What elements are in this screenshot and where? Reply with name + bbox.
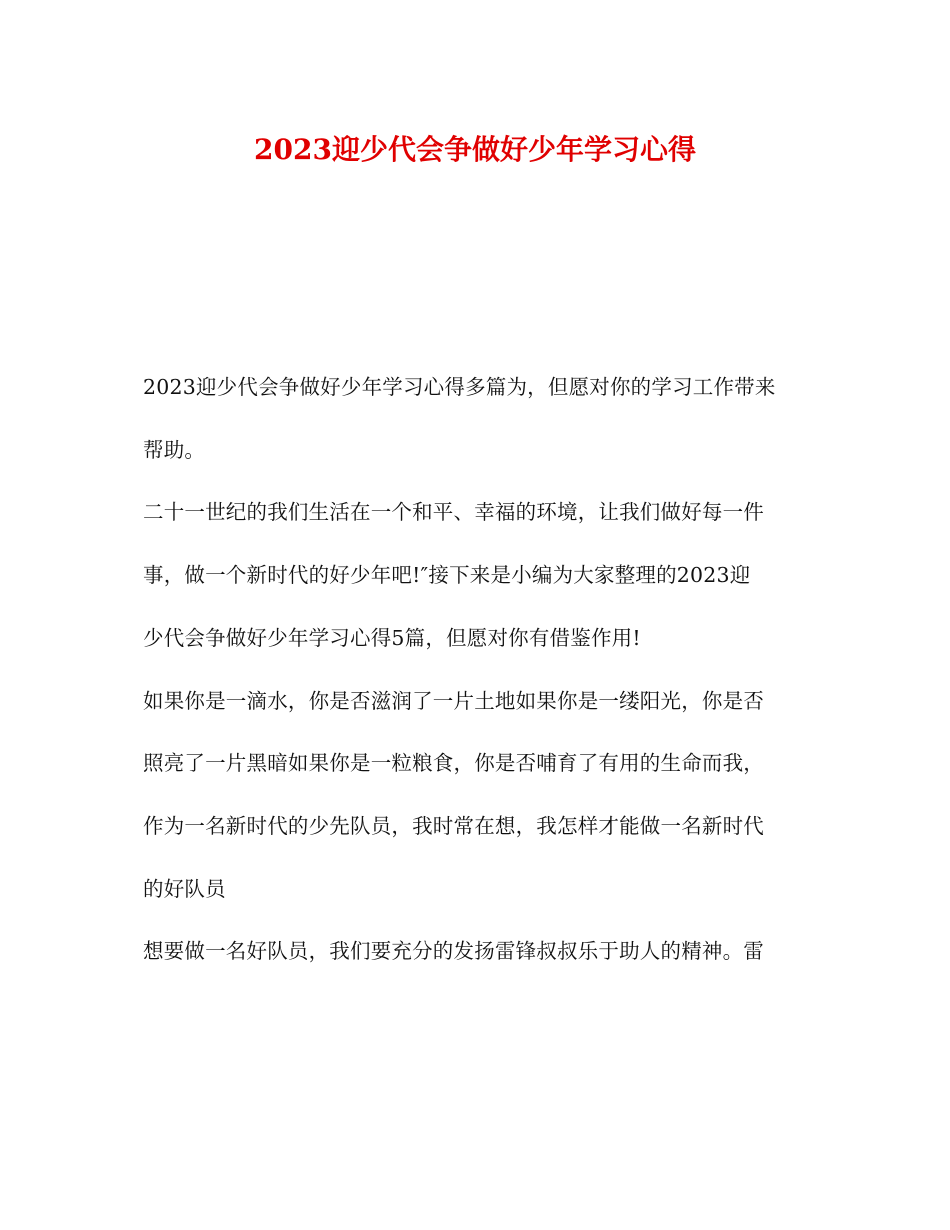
body-line: 如果你是一滴水，你是否滋润了一片土地如果你是一缕阳光，你是否 [143,688,764,713]
body-line: 2023迎少代会争做好少年学习心得多篇为，但愿对你的学习工作带来 [143,375,776,399]
body-line: 作为一名新时代的少先队员，我时常在想，我怎样才能做一名新时代 [143,813,764,838]
document-title: 2023迎少代会争做好少年学习心得 [254,133,696,166]
body-line: 帮助。 [143,437,206,462]
body-line: 少代会争做好少年学习心得5篇，但愿对你有借鉴作用! [143,625,641,650]
document-body [143,356,807,983]
body-line: 事，做一个新时代的好少年吧!″接下来是小编为大家整理的2023迎 [143,563,751,588]
body-line: 二十一世纪的我们生活在一个和平、幸福的环境，让我们做好每一件 [143,500,764,525]
body-line: 照亮了一片黑暗如果你是一粒粮食，你是否哺育了有用的生命而我， [143,751,764,776]
body-line: 的好队员 [143,876,226,901]
body-line: 想要做一名好队员，我们要充分的发扬雷锋叔叔乐于助人的精神。雷 [143,939,764,964]
